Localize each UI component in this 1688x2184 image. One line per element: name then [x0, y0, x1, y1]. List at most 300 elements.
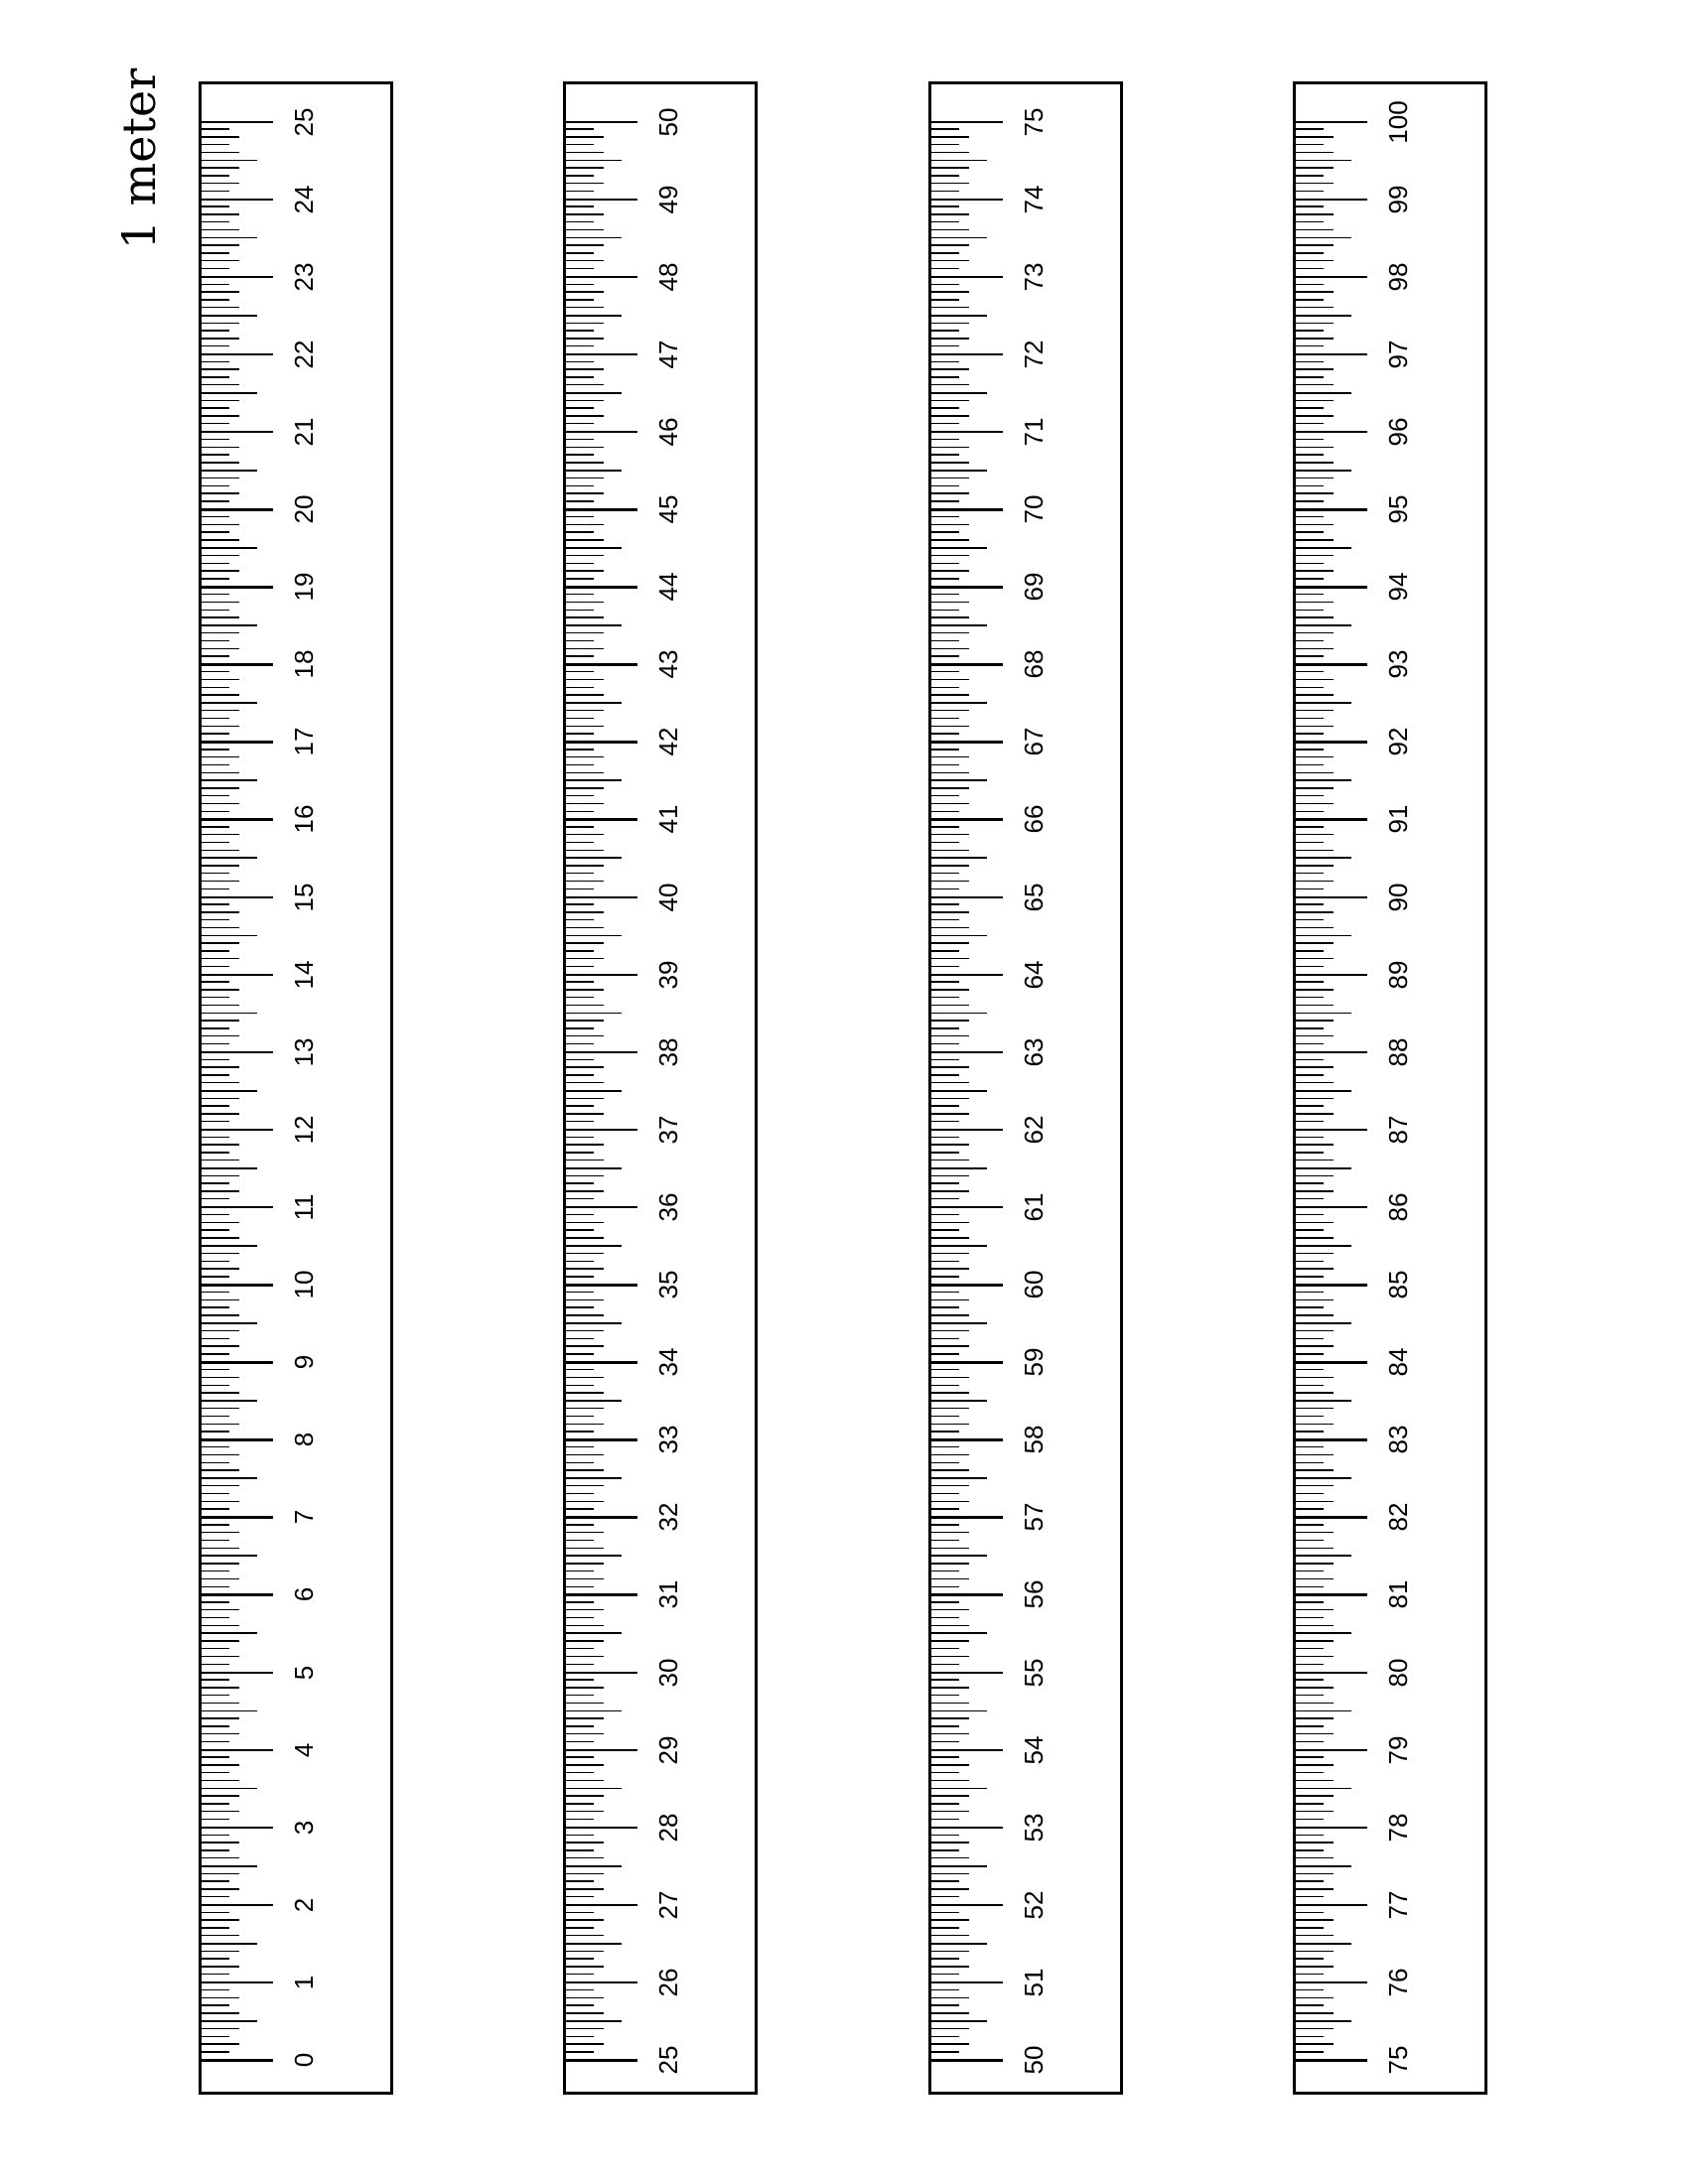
ruler-tick: [202, 1027, 229, 1028]
ruler-tick: [202, 1741, 229, 1742]
ruler-tick: [1296, 881, 1334, 882]
ruler-tick: [566, 1438, 637, 1441]
ruler-tick: [202, 1190, 239, 1191]
ruler-tick: [931, 199, 1003, 202]
ruler-tick: [931, 1703, 969, 1704]
ruler-tick: [931, 1035, 969, 1036]
ruler-tick: [566, 935, 622, 937]
ruler-tick: [931, 307, 969, 308]
ruler-tick: [1296, 1609, 1334, 1610]
ruler-tick: [931, 299, 959, 300]
ruler-tick: [931, 570, 969, 571]
ruler-tick: [202, 1656, 239, 1657]
ruler-tick: [1296, 610, 1324, 611]
ruler-tick: [202, 1074, 229, 1075]
ruler-tick: [566, 1306, 594, 1307]
ruler-tick: [566, 175, 594, 176]
ruler-tick: [931, 687, 959, 688]
ruler-tick: [931, 1144, 969, 1145]
ruler-tick: [566, 1066, 604, 1067]
ruler-tick: [931, 500, 959, 501]
ruler-tick: [202, 1803, 229, 1804]
ruler-tick: [202, 1477, 257, 1479]
ruler-0-25: [199, 81, 393, 2095]
ruler-tick: [1296, 1593, 1367, 1596]
ruler-tick: [202, 1695, 229, 1696]
ruler-label: 82: [1383, 1502, 1413, 1532]
ruler-tick: [566, 1819, 594, 1820]
ruler-tick: [1296, 1741, 1324, 1742]
ruler-label: 25: [653, 2045, 683, 2075]
ruler-label: 27: [653, 1890, 683, 1920]
ruler-tick: [202, 485, 229, 486]
ruler-tick: [202, 1361, 273, 1364]
ruler-tick: [931, 958, 969, 959]
ruler-tick: [1296, 1137, 1324, 1138]
ruler-tick: [566, 1361, 637, 1364]
ruler-tick: [1296, 718, 1324, 719]
ruler-tick: [1296, 1392, 1334, 1393]
ruler-tick: [931, 1625, 969, 1626]
ruler-tick: [1296, 167, 1334, 168]
ruler-tick: [931, 1819, 959, 1820]
ruler-tick: [566, 183, 604, 184]
ruler-tick: [931, 1493, 959, 1494]
ruler-label: 20: [289, 494, 319, 524]
ruler-tick: [566, 1835, 594, 1836]
ruler-tick: [202, 1857, 239, 1858]
ruler-tick: [202, 330, 229, 331]
ruler-tick: [202, 1353, 229, 1354]
ruler-tick: [931, 702, 987, 704]
ruler-tick: [1296, 1027, 1324, 1028]
ruler-tick: [1296, 1548, 1334, 1549]
ruler-tick: [1296, 1656, 1334, 1657]
ruler-tick: [1296, 966, 1324, 967]
ruler-tick: [202, 896, 273, 899]
ruler-tick: [931, 2036, 959, 2037]
ruler-tick: [202, 741, 273, 744]
ruler-tick: [931, 834, 969, 835]
ruler-tick: [566, 485, 594, 486]
ruler-tick: [202, 213, 239, 214]
ruler-tick: [931, 1005, 969, 1006]
ruler-tick: [566, 632, 604, 633]
ruler-label: 5: [289, 1665, 319, 1680]
ruler-tick: [931, 1780, 969, 1781]
ruler-tick: [1296, 942, 1334, 943]
ruler-tick: [1296, 1493, 1324, 1494]
ruler-tick: [566, 1013, 622, 1015]
ruler-label: 75: [1383, 2045, 1413, 2075]
ruler-tick: [931, 1276, 959, 1277]
ruler-tick: [566, 1214, 594, 1215]
ruler-tick: [202, 1873, 239, 1874]
ruler-tick: [1296, 1424, 1334, 1425]
ruler-tick: [566, 1640, 604, 1641]
ruler-tick: [931, 1082, 969, 1083]
ruler-tick: [1296, 803, 1334, 804]
ruler-tick: [566, 834, 604, 835]
ruler-tick: [202, 1137, 229, 1138]
ruler-label: 31: [653, 1579, 683, 1609]
ruler-tick: [931, 663, 1003, 666]
ruler-label: 12: [289, 1115, 319, 1145]
ruler-label: 88: [1383, 1037, 1413, 1067]
ruler-tick: [202, 1672, 273, 1675]
ruler-tick: [931, 407, 959, 408]
ruler-tick: [566, 1586, 594, 1587]
ruler-tick: [931, 1617, 959, 1618]
ruler-tick: [202, 1951, 239, 1952]
ruler-tick: [202, 1772, 229, 1773]
ruler-tick: [1296, 454, 1324, 455]
ruler-tick: [566, 1803, 594, 1804]
ruler-tick: [566, 1896, 594, 1897]
ruler-tick: [931, 764, 959, 765]
ruler-tick: [566, 2020, 622, 2022]
ruler-tick: [931, 1912, 959, 1913]
ruler-tick: [1296, 152, 1334, 153]
ruler-tick: [202, 368, 239, 369]
ruler-tick: [931, 1772, 959, 1773]
ruler-tick: [1296, 702, 1351, 704]
ruler-tick: [566, 1632, 622, 1634]
ruler-tick: [566, 1951, 604, 1952]
ruler-tick: [566, 1609, 604, 1610]
ruler-tick: [1296, 1454, 1334, 1455]
ruler-tick: [566, 942, 604, 943]
ruler-tick: [931, 1508, 959, 1509]
ruler-tick: [931, 1733, 969, 1734]
ruler-tick: [931, 1027, 959, 1028]
ruler-tick: [931, 1896, 959, 1897]
ruler-tick: [931, 1299, 969, 1300]
ruler-tick: [931, 1198, 959, 1199]
ruler-tick: [1296, 1013, 1351, 1015]
ruler-tick: [202, 1532, 239, 1533]
ruler-tick: [202, 524, 239, 525]
ruler-tick: [1296, 315, 1351, 317]
ruler-tick: [202, 911, 239, 912]
ruler-tick: [566, 1717, 604, 1718]
ruler-tick: [566, 1190, 604, 1191]
ruler-tick: [1296, 1717, 1334, 1718]
ruler-tick: [1296, 772, 1334, 773]
ruler-label: 90: [1383, 883, 1413, 911]
ruler-tick: [1296, 1703, 1334, 1704]
ruler-tick: [931, 1710, 987, 1712]
ruler-tick: [202, 1377, 239, 1378]
ruler-tick: [1296, 1811, 1334, 1812]
ruler-tick: [931, 896, 1003, 899]
ruler-tick: [931, 547, 987, 549]
ruler-tick: [1296, 1245, 1351, 1247]
ruler-tick: [202, 1424, 239, 1425]
ruler-tick: [566, 276, 637, 279]
ruler-tick: [202, 191, 229, 192]
ruler-tick: [931, 997, 959, 998]
ruler-tick: [202, 602, 239, 603]
ruler-tick: [202, 687, 229, 688]
ruler-tick: [566, 2043, 604, 2044]
ruler-tick: [566, 694, 604, 695]
ruler-label: 85: [1383, 1270, 1413, 1299]
ruler-tick: [566, 1446, 594, 1447]
ruler-tick: [931, 842, 959, 843]
ruler-tick: [931, 205, 959, 206]
ruler-tick: [1296, 1540, 1324, 1541]
ruler-tick: [566, 1656, 604, 1657]
ruler-tick: [566, 911, 604, 912]
ruler-tick: [1296, 1772, 1324, 1773]
ruler-tick: [1296, 516, 1324, 517]
ruler-tick: [931, 1268, 969, 1269]
ruler-tick: [566, 1548, 604, 1549]
ruler-tick: [566, 447, 604, 448]
ruler-tick: [202, 1245, 257, 1247]
ruler-tick: [566, 121, 637, 124]
ruler-tick: [931, 1593, 1003, 1596]
ruler-tick: [566, 1601, 594, 1602]
ruler-tick: [202, 1501, 239, 1502]
ruler-label: 96: [1383, 417, 1413, 447]
ruler-tick: [1296, 1469, 1334, 1470]
ruler-tick: [931, 1446, 959, 1447]
ruler-label: 21: [289, 417, 319, 447]
ruler-tick: [1296, 1416, 1324, 1417]
ruler-tick: [931, 749, 959, 750]
ruler-tick: [566, 221, 594, 222]
ruler-tick: [1296, 1485, 1334, 1486]
ruler-tick: [931, 516, 959, 517]
ruler-tick: [566, 345, 594, 346]
ruler-tick: [1296, 431, 1367, 434]
ruler-tick: [1296, 1276, 1324, 1277]
ruler-tick: [202, 1222, 239, 1223]
ruler-tick: [202, 586, 273, 589]
ruler-tick: [202, 1276, 229, 1277]
ruler-tick: [931, 462, 969, 463]
ruler-tick: [202, 1214, 229, 1215]
ruler-tick: [931, 1966, 969, 1967]
ruler-tick: [1296, 1943, 1351, 1945]
ruler-tick: [202, 315, 257, 317]
ruler-tick: [931, 610, 959, 611]
ruler-tick: [931, 136, 969, 137]
ruler-tick: [202, 1237, 239, 1238]
ruler-tick: [931, 1485, 969, 1486]
ruler-tick: [1296, 1756, 1324, 1757]
ruler-tick: [931, 221, 959, 222]
ruler-tick: [931, 1811, 969, 1812]
ruler-tick: [931, 1725, 959, 1726]
ruler-tick: [931, 1679, 959, 1680]
ruler-tick: [1296, 795, 1324, 796]
ruler-tick: [566, 764, 594, 765]
ruler-tick: [931, 1338, 959, 1339]
ruler-tick: [1296, 1780, 1334, 1781]
ruler-tick: [566, 586, 637, 589]
ruler-tick: [931, 1717, 969, 1718]
ruler-tick: [931, 492, 969, 493]
ruler-tick: [1296, 671, 1324, 672]
ruler-tick: [566, 1152, 594, 1153]
ruler-label: 17: [289, 727, 319, 756]
ruler-tick: [1296, 2028, 1334, 2029]
ruler-tick: [1296, 857, 1351, 859]
ruler-tick: [202, 1369, 229, 1370]
ruler-tick: [931, 1904, 1003, 1907]
ruler-label: 62: [1019, 1115, 1049, 1145]
ruler-label: 30: [653, 1658, 683, 1687]
ruler-tick: [931, 1477, 987, 1479]
ruler-label: 58: [1019, 1425, 1049, 1454]
ruler-tick: [202, 966, 229, 967]
ruler-label: 71: [1019, 417, 1049, 447]
ruler-tick: [931, 1981, 1003, 1984]
ruler-tick: [202, 407, 229, 408]
ruler-tick: [202, 121, 273, 124]
ruler-tick: [566, 594, 594, 595]
ruler-tick: [202, 1625, 239, 1626]
ruler-tick: [931, 1043, 959, 1044]
ruler-tick: [202, 345, 229, 346]
ruler-tick: [202, 1268, 239, 1269]
ruler-tick: [202, 1508, 229, 1509]
ruler-tick: [1296, 850, 1334, 851]
ruler-tick: [202, 1167, 257, 1169]
ruler-tick: [202, 958, 239, 959]
ruler-tick: [566, 1849, 594, 1850]
ruler-tick: [931, 578, 959, 579]
ruler-tick: [1296, 726, 1334, 727]
ruler-tick: [202, 648, 239, 649]
ruler-tick: [566, 826, 594, 827]
ruler-tick: [566, 323, 604, 324]
ruler-tick: [566, 1935, 604, 1936]
ruler-tick: [566, 353, 637, 356]
ruler-tick: [566, 167, 604, 168]
ruler-tick: [566, 237, 622, 239]
ruler-tick: [566, 1873, 604, 1874]
ruler-tick: [931, 175, 959, 176]
ruler-tick: [566, 1795, 604, 1796]
ruler-tick: [566, 1027, 594, 1028]
ruler-tick: [1296, 415, 1334, 416]
ruler-tick: [566, 865, 604, 866]
ruler-tick: [566, 415, 604, 416]
ruler-tick: [1296, 160, 1351, 162]
ruler-tick: [566, 1912, 594, 1913]
ruler-tick: [566, 439, 594, 440]
ruler-tick: [566, 1772, 594, 1773]
ruler-tick: [202, 1795, 239, 1796]
ruler-tick: [202, 244, 239, 245]
ruler-tick: [202, 462, 239, 463]
ruler-tick: [1296, 1981, 1367, 1984]
ruler-tick: [1296, 1966, 1334, 1967]
ruler-tick: [1296, 1695, 1324, 1696]
ruler-tick: [566, 655, 594, 656]
ruler-tick: [1296, 1198, 1324, 1199]
ruler-tick: [931, 1648, 959, 1649]
ruler-tick: [1296, 2004, 1324, 2005]
ruler-tick: [931, 726, 969, 727]
ruler-label: 37: [653, 1115, 683, 1145]
ruler-tick: [1296, 260, 1334, 261]
page-title: 1 meter: [112, 68, 166, 250]
ruler-tick: [566, 1121, 594, 1122]
ruler-label: 3: [289, 1820, 319, 1835]
ruler-tick: [566, 423, 594, 424]
ruler-tick: [202, 1043, 229, 1044]
ruler-tick: [931, 2051, 959, 2052]
ruler-tick: [202, 1113, 239, 1114]
ruler-tick: [566, 1532, 604, 1533]
ruler-tick: [1296, 710, 1334, 711]
ruler-tick: [931, 555, 969, 556]
ruler-label: 72: [1019, 340, 1049, 369]
ruler-tick: [202, 199, 273, 202]
ruler-tick: [1296, 1182, 1324, 1183]
ruler-tick: [1296, 865, 1334, 866]
ruler-tick: [931, 376, 959, 377]
ruler-tick: [1296, 1338, 1324, 1339]
ruler-tick: [931, 640, 959, 641]
ruler-tick: [202, 1485, 239, 1486]
ruler-tick: [202, 1788, 257, 1790]
ruler-tick: [1296, 1322, 1351, 1324]
ruler-tick: [202, 1229, 229, 1230]
ruler-tick: [202, 384, 239, 385]
ruler-tick: [931, 935, 987, 937]
ruler-tick: [931, 586, 1003, 589]
ruler-tick: [566, 1904, 637, 1907]
ruler-tick: [202, 1989, 229, 1990]
ruler-label: 84: [1383, 1347, 1413, 1377]
ruler-tick: [1296, 1880, 1324, 1881]
ruler-tick: [1296, 508, 1367, 511]
ruler-tick: [566, 1501, 604, 1502]
ruler-tick: [566, 1672, 637, 1675]
ruler-tick: [931, 1919, 969, 1920]
ruler-tick: [202, 1051, 273, 1054]
ruler-tick: [1296, 330, 1324, 331]
ruler-tick: [931, 2028, 969, 2029]
ruler-tick: [931, 966, 959, 967]
ruler-label: 39: [653, 960, 683, 990]
ruler-tick: [566, 1261, 594, 1262]
ruler-tick: [931, 850, 969, 851]
ruler-tick: [566, 881, 604, 882]
ruler-tick: [1296, 1074, 1324, 1075]
ruler-label: 95: [1383, 494, 1413, 524]
ruler-tick: [566, 1695, 594, 1696]
ruler-tick: [202, 1974, 229, 1975]
ruler-label: 9: [289, 1354, 319, 1370]
ruler-label: 10: [289, 1270, 319, 1299]
ruler-tick: [202, 1144, 239, 1145]
ruler-tick: [202, 508, 273, 511]
ruler-tick: [931, 710, 969, 711]
ruler-tick: [566, 726, 604, 727]
ruler-tick: [931, 539, 969, 540]
ruler-label: 97: [1383, 340, 1413, 369]
ruler-tick: [566, 1245, 622, 1247]
ruler-tick: [566, 989, 604, 990]
ruler-tick: [566, 710, 604, 711]
